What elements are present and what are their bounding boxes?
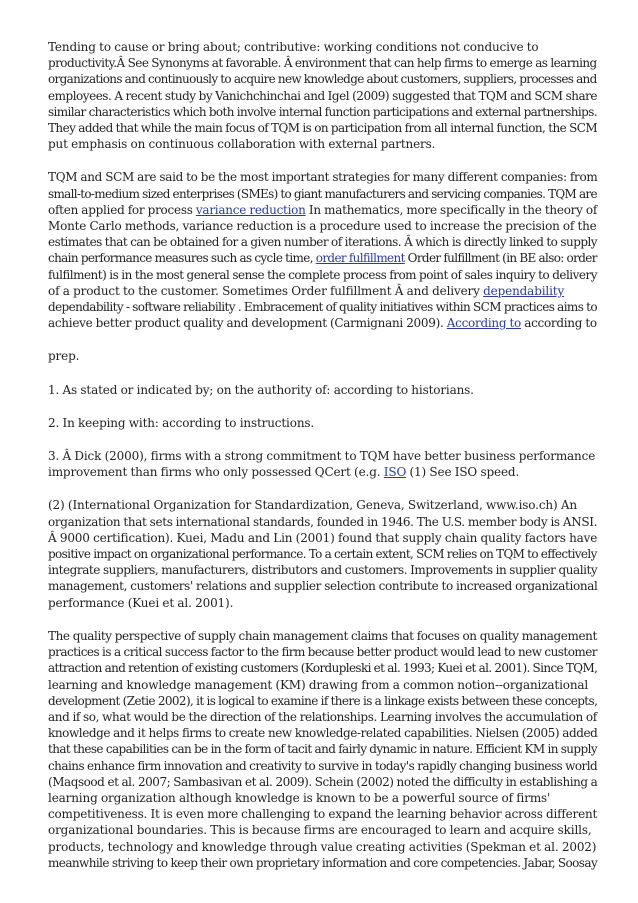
paragraph-definition-1 — [48, 382, 597, 398]
text-line: put emphasis on continuous collaboration with external partners. — [48, 137, 436, 152]
text-line: fulfilment) is in the most general sense the complete process from point of sales inquiry to delivery — [48, 267, 597, 282]
text-line: Monte Carlo methods, variance reduction is a procedure used to increase the precision of the — [48, 219, 597, 234]
text-line: meanwhile striving to keep their own proprietary information and core competencies. Jabar, Soosay — [48, 855, 598, 870]
text-line — [48, 283, 597, 299]
text-line: practices is a critical success factor to the firm because better product would lead to new customer — [48, 645, 597, 660]
document-page — [48, 39, 597, 888]
text-line: positive impact on organizational performance. To a certain extent, SCM relies on TQM to effectively — [48, 547, 597, 562]
text-line: chains enhance firm innovation and creativity to survive in today's rapidly changing business world — [48, 758, 598, 773]
link-order-fulfillment[interactable]: order fulfillment — [315, 251, 405, 266]
text-line: 1. As stated or indicated by; on the authority of: according to historians. — [48, 382, 474, 397]
text-line: small-to-medium sized enterprises (SMEs) to giant manufacturers and servicing companies. TQM are — [48, 186, 597, 201]
text-fragment: chain performance measures such as cycle time, — [48, 251, 316, 266]
paragraph-iso-organization — [48, 497, 597, 610]
link-according-to[interactable]: According to — [446, 316, 521, 331]
text-line: (Maqsood et al. 2007; Sambasivan et al. 2009). Schein (2002) noted the difficulty in establishing a — [48, 774, 598, 789]
paragraph-conducive-definition — [48, 39, 597, 152]
link-variance-reduction[interactable]: variance reduction — [195, 202, 306, 217]
text-line — [48, 464, 597, 480]
text-line: knowledge and it helps firms to create new knowledge-related capabilities. Nielsen (2005) added — [48, 726, 598, 741]
text-line: TQM and SCM are said to be the most important strategies for many different companies: from — [48, 170, 598, 185]
text-fragment: In mathematics, more specifically in the theory of — [305, 202, 598, 217]
text-line: employees. A recent study by Vanichchinchai and Igel (2009) suggested that TQM and SCM share — [48, 88, 598, 103]
text-line: that these capabilities can be in the form of tacit and fairly dynamic in nature. Efficient KM in supply — [48, 742, 597, 757]
paragraph-tqm-scm-strategies — [48, 169, 597, 331]
paragraph-definition-3 — [48, 448, 597, 480]
text-line: products, technology and knowledge through value creating activities (Spekman et al. 2002) — [48, 839, 597, 854]
text-line: learning and knowledge management (KM) drawing from a common notion--organizational — [48, 677, 589, 692]
text-line: Tending to cause or bring about; contributive: working conditions not conducive to — [48, 40, 539, 54]
text-line: (2) (International Organization for Standardization, Geneva, Switzerland, www.iso.ch) An — [48, 498, 577, 513]
text-line: and if so, what would be the direction of the relationships. Learning involves the accumulation of — [48, 709, 597, 724]
text-fragment: improvement than firms who only possessed QCert (e.g. — [48, 465, 384, 480]
text-line: performance (Kuei et al. 2001). — [48, 595, 234, 610]
link-dependability[interactable]: dependability — [483, 283, 565, 298]
text-line: The quality perspective of supply chain management claims that focuses on quality management — [48, 628, 597, 643]
link-iso[interactable]: ISO — [383, 465, 407, 480]
text-fragment: (1) See ISO speed. — [406, 465, 520, 480]
text-line — [48, 202, 597, 218]
text-line: 2. In keeping with: according to instructions. — [48, 415, 315, 430]
paragraph-definition-2 — [48, 415, 597, 431]
text-line — [48, 250, 597, 266]
text-fragment: according to — [520, 316, 597, 331]
text-line: estimates that can be obtained for a given number of iterations. Â which is directly linked to supply — [48, 235, 598, 250]
text-line — [48, 315, 597, 331]
text-fragment: often applied for process — [48, 202, 196, 217]
text-line: attraction and retention of existing customers (Kordupleski et al. 1993; Kuei et al. 2001). Since TQM, — [48, 661, 598, 676]
text-line: organization that sets international standards, founded in 1946. The U.S. member body is ANSI. — [48, 514, 598, 529]
text-line: They added that while the main focus of TQM is on participation from all internal function, the SCM — [48, 121, 598, 136]
paragraph-prep — [48, 348, 597, 364]
paragraph-quality-perspective — [48, 628, 597, 871]
text-line: integrate suppliers, manufacturers, distributors and customers. Improvements in supplier quality — [48, 563, 598, 578]
text-fragment: of a product to the customer. Sometimes Order fulfillment Â and delivery — [48, 283, 484, 298]
text-line: learning organization although knowledge is known to be a powerful source of firms' — [48, 790, 551, 805]
text-line: organizational boundaries. This is because firms are encouraged to learn and acquire skills, — [48, 823, 592, 838]
text-line: competitiveness. It is even more challenging to expand the learning behavior across different — [48, 807, 598, 822]
text-fragment: Order fulfillment (in BE also: order — [404, 251, 597, 266]
text-line: productivity.Â See Synonyms at favorable. Â environment that can help firms to emerge as learning — [48, 56, 597, 71]
text-line: organizations and continuously to acquire new knowledge about customers, suppliers, processes and — [48, 72, 597, 87]
text-line: development (Zetie 2002), it is logical to examine if there is a linkage exists between these concepts, — [48, 693, 598, 708]
text-line: dependability - software reliability . Embracement of quality initiatives within SCM practices aims to — [48, 300, 597, 315]
text-line: prep. — [48, 349, 80, 364]
text-fragment: achieve better product quality and development (Carmignani 2009). — [48, 316, 447, 331]
text-line: management, customers' relations and supplier selection contribute to increased organizational — [48, 579, 598, 594]
text-line: similar characteristics which both involve internal function participations and external partnerships. — [48, 104, 597, 119]
text-line: 3. Â Dick (2000), firms with a strong commitment to TQM have better business performance — [48, 449, 596, 464]
text-line: Â 9000 certification). Kuei, Madu and Lin (2001) found that supply chain quality factors have — [48, 530, 598, 545]
